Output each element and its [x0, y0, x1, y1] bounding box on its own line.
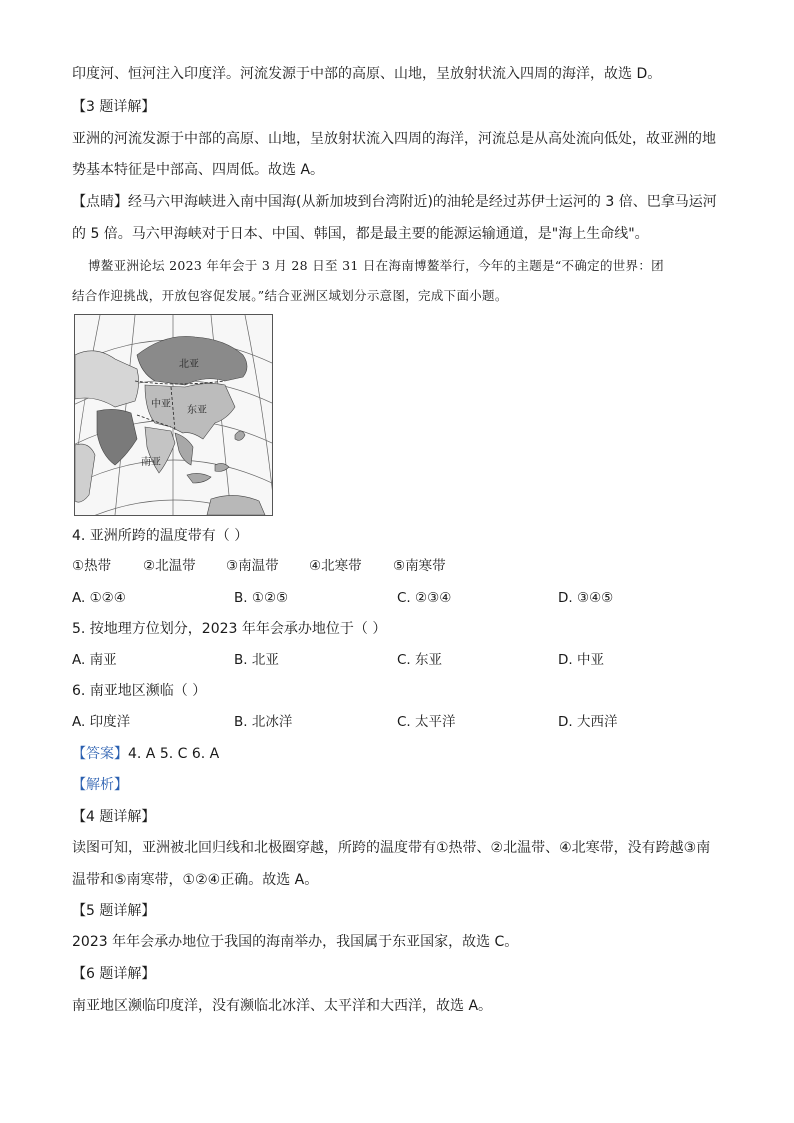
- zone-item: ①热带: [72, 558, 112, 574]
- option-c: C. 太平洋: [397, 714, 456, 730]
- section-heading: 【4 题详解】: [72, 809, 156, 825]
- section-heading: 【5 题详解】: [72, 903, 156, 919]
- option-d: D. ③④⑤: [558, 590, 614, 606]
- map-label-east-asia: 东亚: [187, 405, 207, 416]
- zone-item: ④北寒带: [309, 558, 362, 574]
- answer-line: [72, 745, 219, 763]
- text-line: 温带和⑤南寒带，①②④正确。故选 A。: [72, 872, 319, 888]
- map-label-south-asia: 南亚: [141, 457, 161, 468]
- text-line: 势基本特征是中部高、四周低。故选 A。: [72, 162, 325, 178]
- map-label-central-asia: 中亚: [151, 399, 171, 410]
- question-5-stem: 5. 按地理方位划分，2023 年年会承办地位于（ ）: [72, 621, 387, 637]
- text-line: 印度河、恒河注入印度洋。河流发源于中部的高原、山地，呈放射状流入四周的海洋，故选 D。: [72, 66, 662, 82]
- intro-line: 博鳌亚洲论坛 2023 年年会于 3 月 28 日至 31 日在海南博鳌举行，今年的主题是“不确定的世界：团: [88, 258, 664, 273]
- text-line: 南亚地区濒临印度洋，没有濒临北冰洋、太平洋和大西洋，故选 A。: [72, 998, 493, 1014]
- zone-item: ⑤南寒带: [393, 558, 446, 574]
- option-a: A. 印度洋: [72, 714, 131, 730]
- text-line: 的 5 倍。马六甲海峡对于日本、中国、韩国，都是最主要的能源运输通道，是"海上生命线"。: [72, 226, 649, 242]
- option-d: D. 中亚: [558, 652, 604, 668]
- answer-tag: 【答案】: [72, 746, 128, 762]
- option-b: B. ①②⑤: [234, 590, 289, 606]
- option-d: D. 大西洋: [558, 714, 618, 730]
- answer-text: 4. A 5. C 6. A: [128, 746, 220, 762]
- section-heading: 【6 题详解】: [72, 966, 156, 982]
- text-line: 读图可知，亚洲被北回归线和北极圈穿越，所跨的温度带有①热带、②北温带、④北寒带，没有跨越③南: [72, 840, 711, 856]
- option-b: B. 北亚: [234, 652, 279, 668]
- option-c: C. ②③④: [397, 590, 452, 606]
- option-b: B. 北冰洋: [234, 714, 293, 730]
- text-line: 【点睛】经马六甲海峡进入南中国海(从新加坡到台湾附近)的油轮是经过苏伊士运河的 3 倍、巴拿马运河: [72, 194, 717, 210]
- zone-item: ②北温带: [143, 558, 196, 574]
- question-6-stem: 6. 南亚地区濒临（ ）: [72, 683, 207, 699]
- zone-item: ③南温带: [226, 558, 279, 574]
- option-a: A. 南亚: [72, 652, 117, 668]
- text-line: 亚洲的河流发源于中部的高原、山地，呈放射状流入四周的海洋，河流总是从高处流向低处，故亚洲的地: [72, 131, 716, 147]
- intro-line: 结合作迎挑战，开放包容促发展。”结合亚洲区域划分示意图，完成下面小题。: [72, 288, 508, 303]
- option-a: A. ①②④: [72, 590, 126, 606]
- section-heading: 【3 题详解】: [72, 99, 156, 115]
- text-line: 2023 年年会承办地位于我国的海南举办，我国属于东亚国家，故选 C。: [72, 934, 519, 950]
- question-4-stem: 4. 亚洲所跨的温度带有（ ）: [72, 528, 249, 544]
- asia-region-map: [74, 314, 273, 516]
- analysis-tag: 【解析】: [72, 777, 128, 793]
- map-label-north-asia: 北亚: [179, 359, 199, 370]
- option-c: C. 东亚: [397, 652, 443, 668]
